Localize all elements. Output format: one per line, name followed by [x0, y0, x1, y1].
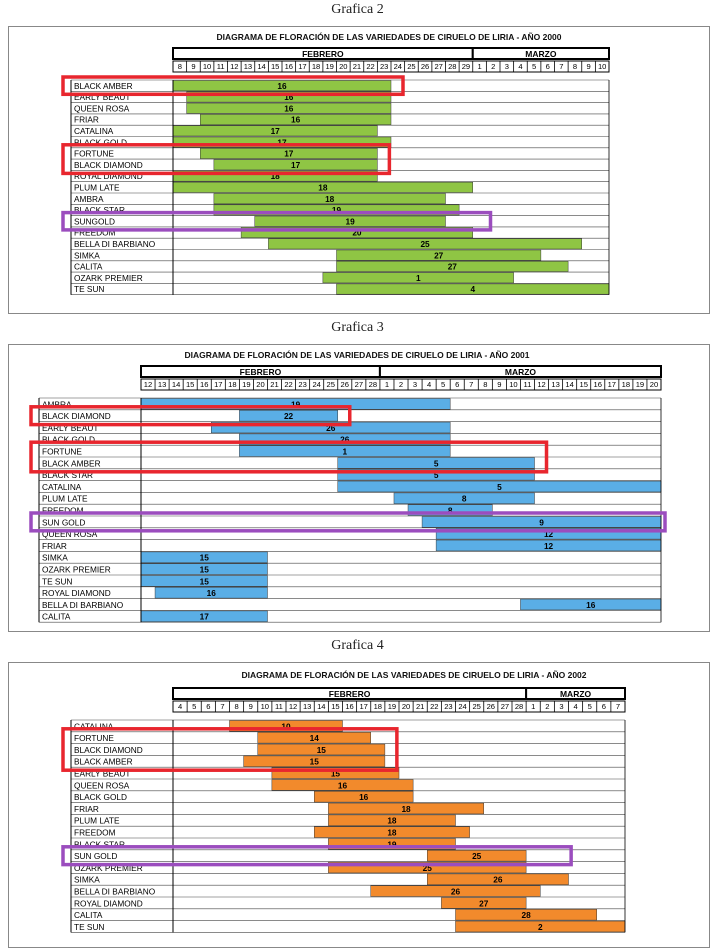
variety-label-fortune: FORTUNE: [74, 148, 114, 159]
day-tick-label: 13: [157, 380, 167, 389]
variety-label-queen-rosa: QUEEN ROSA: [74, 103, 130, 114]
day-tick-label: 6: [545, 62, 550, 71]
bloom-label-black-gold: 16: [359, 792, 369, 803]
day-tick-label: 14: [317, 702, 326, 711]
bloom-label-freedom: 8: [447, 505, 453, 516]
day-tick-label: 8: [572, 62, 578, 71]
variety-label-ozark-premier: OZARK PREMIER: [74, 862, 143, 873]
bloom-label-plum-late: 8: [461, 493, 467, 504]
day-tick-label: 26: [420, 62, 430, 71]
bloom-label-black-star: 19: [387, 839, 397, 850]
day-tick-label: 2: [491, 62, 496, 71]
day-tick-label: 3: [412, 380, 418, 389]
bloom-label-black-diamond: 22: [283, 411, 294, 422]
bloom-label-black-diamond: 15: [316, 744, 326, 755]
day-tick-label: 18: [373, 702, 383, 711]
day-tick-label: 1: [384, 380, 390, 389]
bloom-label-early-beaut: 26: [326, 422, 336, 433]
variety-label-catalina: CATALINA: [42, 481, 82, 492]
day-tick-label: 19: [242, 380, 251, 389]
day-tick-label: 9: [248, 702, 253, 711]
day-tick-label: 5: [587, 702, 592, 711]
variety-label-black-amber: BLACK AMBER: [74, 80, 133, 91]
bloom-label-black-gold: 17: [277, 137, 287, 148]
variety-label-royal-diamond: ROYAL DIAMOND: [42, 588, 111, 599]
variety-label-early-beaut: EARLY BEAUT: [42, 422, 99, 433]
variety-label-plum-late: PLUM LATE: [74, 815, 120, 826]
day-tick-label: 21: [415, 702, 425, 711]
bloom-label-simka: 26: [493, 874, 503, 885]
bloom-label-black-amber: 16: [277, 80, 287, 91]
chart-frame-2002: [8, 662, 710, 948]
bloom-label-fortune: 1: [342, 446, 348, 457]
variety-label-te-sun: TE SUN: [42, 576, 73, 587]
day-tick-label: 17: [214, 380, 223, 389]
day-tick-label: 19: [635, 380, 645, 389]
variety-label-sungold: SUNGOLD: [74, 216, 116, 227]
day-tick-label: 27: [500, 702, 510, 711]
day-tick-label: 16: [593, 380, 602, 389]
variety-label-black-amber: BLACK AMBER: [74, 756, 133, 767]
day-tick-label: 19: [387, 702, 397, 711]
bloom-label-black-star: 5: [433, 470, 439, 481]
bloom-label-fortune: 17: [284, 148, 294, 159]
day-tick-label: 13: [302, 702, 312, 711]
day-tick-label: 7: [615, 702, 621, 711]
day-tick-label: 8: [177, 62, 182, 71]
bloom-label-queen-rosa: 16: [337, 780, 348, 791]
bloom-label-queen-rosa: 12: [543, 529, 554, 540]
bloom-label-catalina: 5: [497, 481, 502, 492]
variety-label-black-gold: BLACK GOLD: [42, 434, 96, 445]
day-tick-label: 17: [298, 62, 307, 71]
variety-label-royal-diamond: ROYAL DIAMOND: [74, 171, 143, 182]
variety-label-te-sun: TE SUN: [74, 921, 105, 932]
flowering-chart-2001: [9, 345, 709, 631]
bloom-label-black-amber: 5: [433, 458, 439, 469]
day-tick-label: 28: [448, 62, 457, 71]
day-tick-label: 25: [472, 702, 481, 711]
day-tick-label: 6: [601, 702, 606, 711]
bloom-label-catalina: 10: [281, 721, 291, 732]
variety-label-bella-di-barbiano: BELLA DI BARBIANO: [74, 239, 156, 249]
day-tick-label: 19: [325, 62, 334, 71]
variety-label-plum-late: PLUM LATE: [42, 493, 88, 504]
day-tick-label: 20: [256, 380, 265, 389]
variety-label-black-diamond: BLACK DIAMOND: [74, 159, 143, 170]
day-tick-label: 16: [284, 62, 294, 71]
bloom-label-sungold: 19: [345, 216, 355, 227]
bloom-label-te-sun: 2: [537, 921, 543, 932]
variety-label-black-star: BLACK STAR: [74, 839, 126, 850]
variety-label-fortune: FORTUNE: [42, 446, 82, 457]
bloom-label-calita: 28: [521, 910, 531, 921]
bloom-label-black-amber: 15: [309, 756, 319, 767]
day-tick-label: 11: [523, 380, 532, 389]
variety-label-friar: FRIAR: [42, 540, 67, 551]
bloom-label-friar: 16: [291, 114, 301, 125]
day-tick-label: 7: [559, 62, 564, 71]
day-tick-label: 28: [368, 380, 378, 389]
bloom-label-te-sun: 15: [199, 576, 209, 587]
bloom-label-sun-gold: 9: [539, 517, 544, 528]
bloom-label-ambra: 18: [325, 193, 335, 204]
day-tick-label: 10: [509, 380, 518, 389]
day-tick-label: 18: [228, 380, 237, 389]
variety-label-black-diamond: BLACK DIAMOND: [42, 411, 111, 422]
variety-label-sun-gold: SUN GOLD: [74, 851, 118, 862]
bloom-label-early-beaut: 15: [330, 768, 341, 779]
day-tick-label: 12: [230, 62, 239, 71]
variety-label-bella-di-barbiano: BELLA DI BARBIANO: [42, 599, 124, 610]
chart-title: DIAGRAMA DE FLORACIÓN DE LAS VARIEDADES DE CIRUELO DE LIRIA - AÑO 2000: [216, 32, 562, 42]
chart-frame-2001: [8, 344, 710, 632]
bloom-label-black-star: 19: [331, 205, 342, 216]
variety-label-catalina: CATALINA: [74, 126, 114, 136]
variety-label-black-diamond: BLACK DIAMOND: [74, 744, 143, 755]
variety-label-calita: CALITA: [74, 261, 103, 272]
variety-label-calita: CALITA: [74, 910, 103, 921]
bloom-label-plum-late: 18: [318, 182, 328, 193]
chart-title: DIAGRAMA DE FLORACIÓN DE LAS VARIEDADES DE CIRUELO DE LIRIA - AÑO 2002: [241, 670, 587, 680]
day-tick-label: 28: [514, 702, 524, 711]
day-tick-label: 24: [458, 702, 467, 711]
day-tick-label: 14: [171, 380, 181, 389]
day-tick-label: 12: [143, 380, 153, 389]
day-tick-label: 16: [345, 702, 354, 711]
month-label: MARZO: [504, 367, 537, 377]
variety-label-ozark-premier: OZARK PREMIER: [74, 272, 143, 283]
bloom-label-royal-diamond: 27: [479, 898, 489, 909]
variety-label-freedom: FREEDOM: [74, 227, 116, 238]
day-tick-label: 8: [483, 380, 488, 389]
day-tick-label: 4: [518, 62, 523, 71]
bloom-label-queen-rosa: 16: [284, 103, 294, 114]
variety-label-queen-rosa: QUEEN ROSA: [74, 780, 130, 791]
variety-label-black-gold: BLACK GOLD: [74, 137, 128, 148]
day-tick-label: 29: [461, 62, 471, 71]
day-tick-label: 20: [339, 62, 348, 71]
variety-label-black-star: BLACK STAR: [42, 470, 94, 481]
bloom-label-black-diamond: 17: [291, 159, 301, 170]
variety-label-simka: SIMKA: [74, 250, 100, 261]
day-tick-label: 10: [202, 62, 212, 71]
caption-grafica-3: Grafica 3: [331, 320, 384, 335]
bloom-label-plum-late: 18: [387, 815, 397, 826]
variety-label-black-amber: BLACK AMBER: [42, 458, 101, 469]
variety-label-simka: SIMKA: [74, 874, 100, 885]
day-tick-label: 1: [531, 702, 536, 711]
caption-grafica-4: Grafica 4: [331, 638, 384, 653]
day-tick-label: 16: [200, 380, 209, 389]
day-tick-label: 11: [274, 702, 283, 711]
day-tick-label: 13: [551, 380, 560, 389]
bloom-label-calita: 17: [199, 611, 209, 622]
day-tick-label: 14: [565, 380, 574, 389]
day-tick-label: 3: [504, 62, 509, 71]
bloom-label-simka: 27: [434, 250, 444, 261]
day-tick-label: 10: [260, 702, 270, 711]
day-tick-label: 2: [545, 702, 550, 711]
variety-label-ozark-premier: OZARK PREMIER: [42, 564, 111, 575]
variety-label-freedom: FREEDOM: [42, 505, 84, 516]
bloom-label-ozark-premier: 1: [415, 272, 421, 283]
day-tick-label: 24: [393, 62, 403, 71]
month-label: MARZO: [525, 49, 557, 59]
bloom-label-catalina: 17: [270, 126, 280, 136]
bloom-label-friar: 12: [543, 540, 554, 551]
chart-frame-2000: [8, 26, 710, 314]
chart-title: DIAGRAMA DE FLORACIÓN DE LAS VARIEDADES DE CIRUELO DE LIRIA - AÑO 2001: [184, 350, 530, 360]
flowering-chart-2000: [9, 27, 709, 313]
day-tick-label: 9: [497, 380, 502, 389]
day-tick-label: 5: [192, 702, 197, 711]
bloom-label-friar: 18: [401, 803, 411, 814]
variety-label-queen-rosa: QUEEN ROSA: [42, 529, 98, 540]
bloom-label-freedom: 18: [387, 827, 397, 838]
variety-label-early-beaut: EARLY BEAUT: [74, 92, 131, 103]
bloom-label-bella-di-barbiano: 26: [450, 886, 461, 897]
day-tick-label: 14: [257, 62, 266, 71]
day-tick-label: 2: [398, 380, 404, 389]
day-tick-label: 6: [206, 702, 211, 711]
day-tick-label: 27: [354, 380, 364, 389]
variety-label-royal-diamond: ROYAL DIAMOND: [74, 898, 143, 909]
day-tick-label: 3: [559, 702, 564, 711]
day-tick-label: 15: [185, 380, 195, 389]
day-tick-label: 20: [401, 702, 411, 711]
bloom-label-fortune: 14: [309, 733, 319, 744]
day-tick-label: 15: [579, 380, 588, 389]
month-label: FEBRERO: [328, 689, 371, 699]
variety-label-black-star: BLACK STAR: [74, 205, 126, 216]
month-label: MARZO: [559, 689, 592, 699]
day-tick-label: 4: [426, 380, 432, 389]
bloom-label-royal-diamond: 18: [270, 171, 280, 182]
day-tick-label: 4: [177, 702, 183, 711]
day-tick-label: 9: [191, 62, 196, 71]
bloom-label-ozark-premier: 15: [199, 564, 209, 575]
bloom-label-ambra: 19: [290, 399, 301, 410]
day-tick-label: 25: [326, 380, 335, 389]
day-tick-label: 23: [379, 62, 389, 71]
day-tick-label: 17: [607, 380, 617, 389]
day-tick-label: 25: [407, 62, 416, 71]
day-tick-label: 8: [234, 702, 239, 711]
day-tick-label: 22: [284, 380, 293, 389]
bloom-label-ozark-premier: 25: [422, 862, 432, 873]
day-tick-label: 26: [340, 380, 350, 389]
day-tick-label: 15: [331, 702, 340, 711]
day-tick-label: 13: [243, 62, 253, 71]
bloom-label-black-gold: 26: [340, 434, 350, 445]
day-tick-label: 7: [469, 380, 474, 389]
variety-label-ambra: AMBRA: [74, 193, 104, 204]
bloom-label-bella-di-barbiano: 16: [586, 599, 596, 610]
variety-label-friar: FRIAR: [74, 803, 99, 814]
day-tick-label: 21: [352, 62, 362, 71]
bloom-label-bella-di-barbiano: 25: [420, 239, 430, 249]
variety-label-simka: SIMKA: [42, 552, 68, 563]
day-tick-label: 22: [366, 62, 375, 71]
variety-label-early-beaut: EARLY BEAUT: [74, 768, 131, 779]
variety-label-friar: FRIAR: [74, 114, 99, 125]
day-tick-label: 21: [270, 380, 279, 389]
day-tick-label: 27: [434, 62, 443, 71]
day-tick-label: 1: [477, 62, 482, 71]
variety-label-freedom: FREEDOM: [74, 827, 116, 838]
day-tick-label: 9: [586, 62, 591, 71]
variety-label-plum-late: PLUM LATE: [74, 182, 120, 193]
flowering-chart-2002: [9, 663, 709, 947]
day-tick-label: 23: [444, 702, 453, 711]
day-tick-label: 11: [216, 62, 225, 71]
bloom-label-simka: 15: [199, 552, 209, 563]
bloom-label-early-beaut: 16: [284, 92, 294, 103]
day-tick-label: 18: [311, 62, 321, 71]
day-tick-label: 4: [573, 702, 578, 711]
bloom-label-calita: 27: [447, 261, 457, 272]
day-tick-label: 5: [441, 380, 446, 389]
variety-label-te-sun: TE SUN: [74, 284, 105, 295]
variety-label-ambra: AMBRA: [42, 399, 72, 410]
bloom-label-royal-diamond: 16: [206, 588, 216, 599]
day-tick-label: 15: [270, 62, 280, 71]
bloom-label-freedom: 20: [352, 227, 362, 238]
day-tick-label: 18: [621, 380, 631, 389]
bloom-label-te-sun: 4: [470, 284, 476, 295]
caption-grafica-2: Grafica 2: [331, 2, 384, 17]
day-tick-label: 6: [455, 380, 460, 389]
variety-label-catalina: CATALINA: [74, 721, 114, 732]
day-tick-label: 10: [597, 62, 607, 71]
month-label: FEBRERO: [239, 367, 282, 377]
day-tick-label: 12: [537, 380, 546, 389]
variety-label-black-gold: BLACK GOLD: [74, 792, 128, 803]
day-tick-label: 20: [649, 380, 659, 389]
variety-label-bella-di-barbiano: BELLA DI BARBIANO: [74, 886, 156, 897]
day-tick-label: 23: [298, 380, 307, 389]
day-tick-label: 24: [312, 380, 321, 389]
day-tick-label: 26: [486, 702, 496, 711]
day-tick-label: 7: [220, 702, 225, 711]
month-label: FEBRERO: [302, 49, 344, 59]
bloom-label-sun-gold: 25: [472, 851, 482, 862]
day-tick-label: 22: [430, 702, 439, 711]
variety-label-sun-gold: SUN GOLD: [42, 517, 86, 528]
day-tick-label: 5: [531, 62, 537, 71]
variety-label-fortune: FORTUNE: [74, 733, 114, 744]
day-tick-label: 12: [288, 702, 298, 711]
variety-label-calita: CALITA: [42, 611, 71, 622]
day-tick-label: 17: [359, 702, 368, 711]
